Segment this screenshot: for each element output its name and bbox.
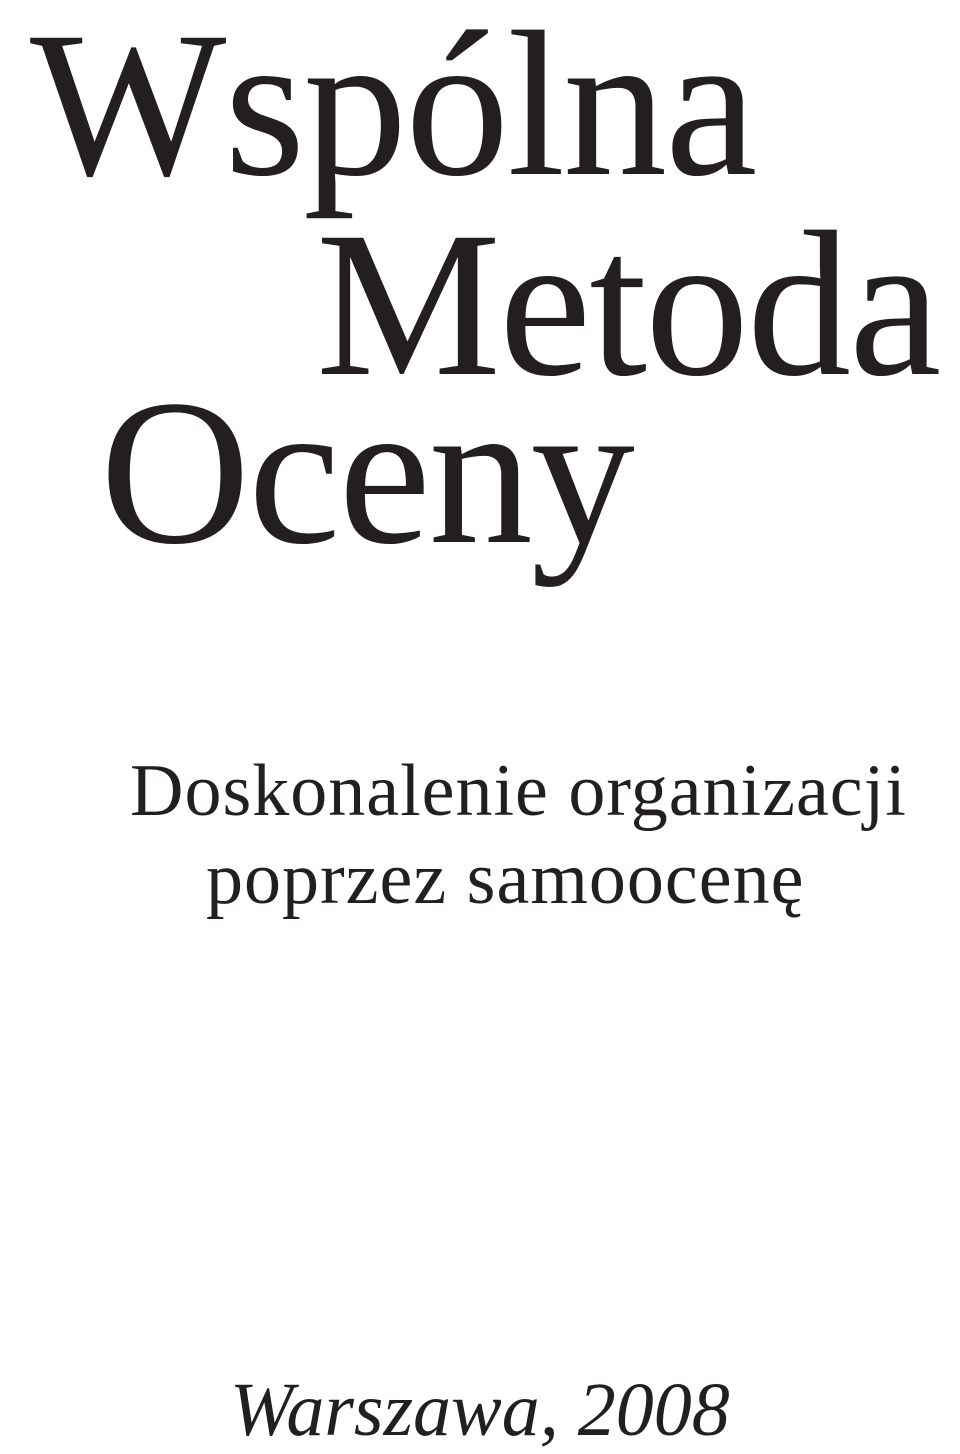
title-line-1: Wspólna xyxy=(30,0,756,219)
subtitle-line-1: Doskonalenie organizacji xyxy=(130,750,907,832)
imprint-place-year: Warszawa, 2008 xyxy=(230,1368,730,1452)
title-line-3: Oceny xyxy=(100,357,633,587)
subtitle-line-2: poprzez samoocenę xyxy=(206,838,805,920)
title-line-2: Metoda xyxy=(316,189,940,419)
